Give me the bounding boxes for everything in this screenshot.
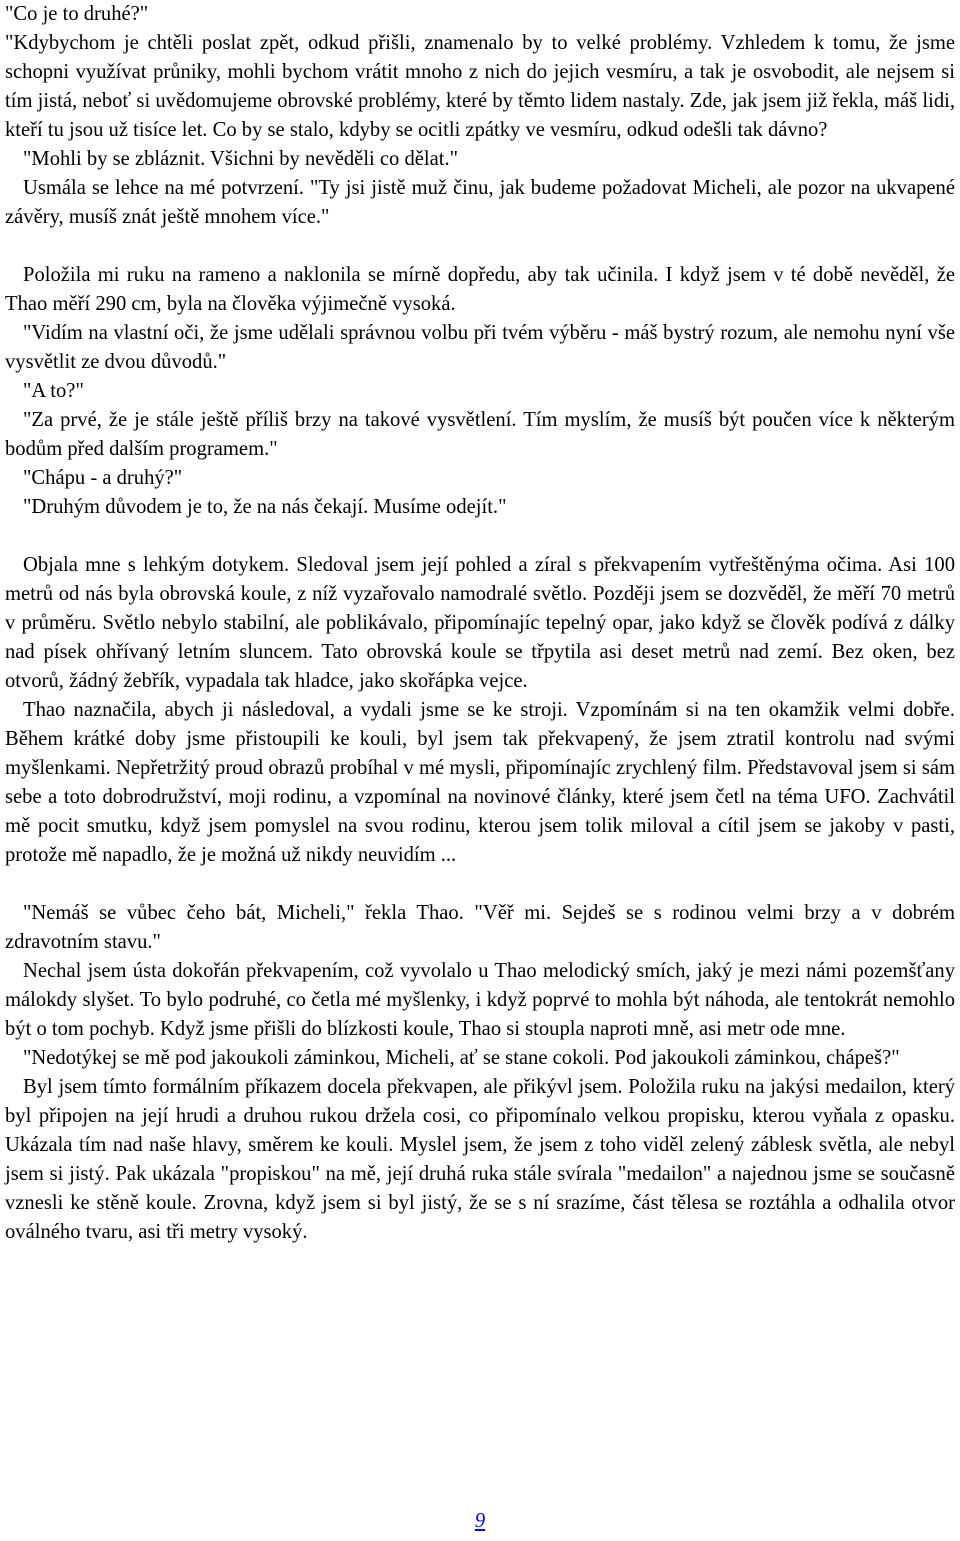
page-number-link[interactable]: 9	[474, 1510, 486, 1532]
document-page	[5, 0, 955, 1247]
paragraph: "Za prvé, že je stále ještě příliš brzy na takové vysvětlení. Tím myslím, že musíš být poučen více k některým bodům před dalším programem."	[5, 409, 955, 460]
paragraph: "Kdybychom je chtěli poslat zpět, odkud přišli, znamenalo by to velké problémy. Vzhledem k tomu, že jsme schopni využívat průniky, mohli bychom vrátit mnoho z nich do jejich vesmíru, a tak je osvobodit, ale nejsem si tím jistá, neboť si uvědomujeme obrovské problémy, které by těmto lidem nastaly. Zde, jak jsem již řekla, máš lidi, kteří tu jsou už tisíce let. Co by se stalo, kdyby se ocitli zpátky ve vesmíru, odkud odešli tak dávno?	[5, 32, 955, 141]
paragraph: "Nedotýkej se mě pod jakoukoli záminkou, Micheli, ať se stane cokoli. Pod jakoukoli záminkou, chápeš?"	[23, 1047, 900, 1069]
paragraph: Nechal jsem ústa dokořán překvapením, což vyvolalo u Thao melodický smích, jaký je mezi námi pozemšťany málokdy slyšet. To bylo podruhé, co četla mé myšlenky, i když poprvé to mohla být náhoda, ale tentokrát nemohlo být o tom pochyb. Když jsme přišli do blízkosti koule, Thao si stoupla naproti mně, asi metr ode mne.	[5, 960, 955, 1040]
paragraph: "Druhým důvodem je to, že na nás čekají. Musíme odejít."	[23, 496, 507, 518]
paragraph: Položila mi ruku na rameno a naklonila se mírně dopředu, aby tak učinila. I když jsem v té době nevěděl, že Thao měří 290 cm, byla na člověka výjimečně vysoká.	[5, 264, 955, 315]
paragraph: Thao naznačila, abych ji následoval, a vydali jsme se ke stroji. Vzpomínám si na ten okamžik velmi dobře. Během krátké doby jsme přistoupili ke kouli, byl jsem tak překvapený, že jsem ztratil kontrolu nad svými myšlenkami. Nepřetržitý proud obrazů probíhal v mé mysli, připomínajíc zrychlený film. Představoval jsem si sám sebe a toto dobrodružství, moji rodinu, a vzpomínal na novinové články, které jsem četl na téma UFO. Zachvátil mě pocit smutku, když jsem pomyslel na svou rodinu, kterou jsem tolik miloval a cítil jsem se jakoby v pasti, protože mě napadlo, že je možná už nikdy neuvidím ...	[5, 699, 955, 866]
paragraph-gap	[5, 522, 955, 551]
paragraph: "Mohli by se zbláznit. Všichni by nevěděli co dělat."	[23, 148, 459, 170]
paragraph-gap	[5, 870, 955, 899]
paragraph-gap	[5, 232, 955, 261]
paragraph: "Chápu - a druhý?"	[23, 467, 183, 489]
paragraph: Objala mne s lehkým dotykem. Sledoval jsem její pohled a zíral s překvapením vytřeštěnýma očima. Asi 100 metrů od nás byla obrovská koule, z níž vyzařovalo namodralé světlo. Později jsem se dozvěděl, že měří 70 metrů v průměru. Světlo nebylo stabilní, ale poblikávalo, připomínajíc tepelný opar, jako když se člověk podívá z dálky nad písek ohřívaný letním sluncem. Tato obrovská koule se třpytila asi deset metrů nad zemí. Bez oken, bez otvorů, žádný žebřík, vypadala tak hladce, jako skořápka vejce.	[5, 554, 955, 692]
paragraph: Usmála se lehce na mé potvrzení. "Ty jsi jistě muž činu, jak budeme požadovat Micheli, ale pozor na ukvapené závěry, musíš znát ještě mnohem více."	[5, 177, 955, 228]
paragraph: Byl jsem tímto formálním příkazem docela překvapen, ale přikývl jsem. Položila ruku na jakýsi medailon, který byl připojen na její hrudi a druhou rukou držela cosi, co připomínalo velkou propisku, kterou vyňala z opasku. Ukázala tím nad naše hlavy, směrem ke kouli. Myslel jsem, že jsem z toho viděl zelený záblesk světla, ale nebyl jsem si jistý. Pak ukázala "propiskou" na mě, její druhá ruka stále svírala "medailon" a najednou jsme se současně vznesli ke stěně koule. Zrovna, když jsem si byl jistý, že se s ní srazíme, část tělesa se roztáhla a odhalila otvor oválného tvaru, asi tři metry vysoký.	[5, 1076, 955, 1243]
paragraph: "A to?"	[23, 380, 84, 402]
paragraph: "Vidím na vlastní oči, že jsme udělali správnou volbu při tvém výběru - máš bystrý rozum, ale nemohu nyní vše vysvětlit ze dvou důvodů."	[5, 322, 955, 373]
paragraph: "Nemáš se vůbec čeho bát, Micheli," řekla Thao. "Věř mi. Sejdeš se s rodinou velmi brzy a v dobrém zdravotním stavu."	[5, 902, 955, 953]
paragraph: "Co je to druhé?"	[5, 3, 149, 25]
